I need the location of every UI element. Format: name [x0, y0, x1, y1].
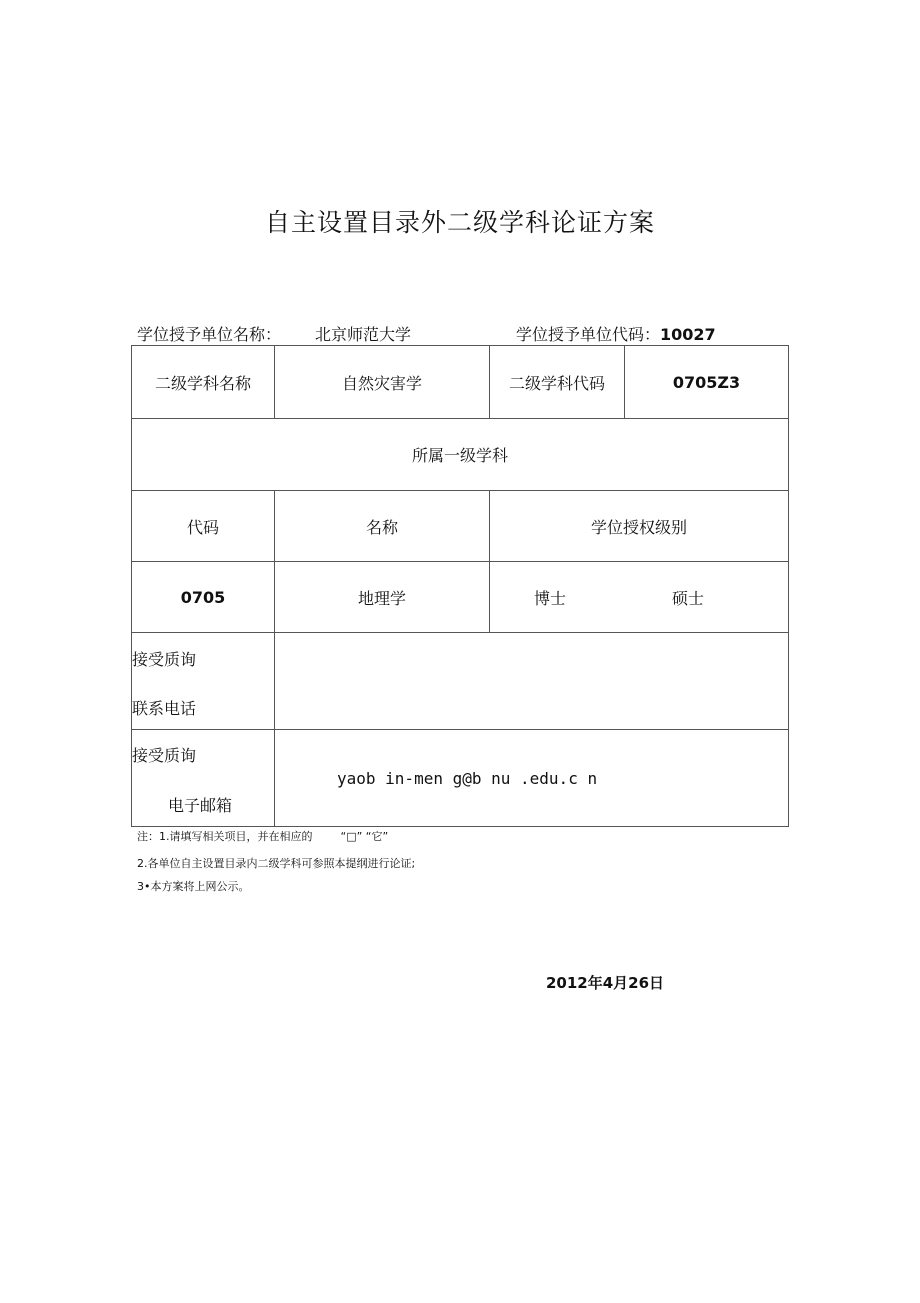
degree-doctor: 博士	[534, 589, 567, 608]
discipline-name: 地理学	[357, 588, 406, 608]
note-3: 3•本方案将上网公示。	[137, 880, 250, 893]
email-label-line2: 电子邮箱	[168, 796, 233, 815]
subject-code-value: 0705Z3	[672, 372, 741, 392]
unit-code-label: 学位授予单位代码：	[516, 325, 661, 344]
table-border-right	[788, 345, 789, 827]
table-line-row5	[131, 729, 789, 730]
degree-master: 硕士	[672, 589, 705, 608]
document-title: 自主设置目录外二级学科论证方案	[264, 208, 655, 237]
email-label-line1: 接受质询	[132, 746, 197, 765]
first-level-header: 所属一级学科	[411, 446, 508, 465]
col-code-header: 代码	[186, 517, 219, 537]
note-2: 2.各单位自主设置目录内二级学科可参照本提纲进行论证;	[137, 857, 416, 870]
phone-label-line2: 联系电话	[132, 699, 197, 718]
phone-value	[275, 633, 788, 729]
unit-code-line	[516, 322, 716, 345]
unit-name-value: 北京师范大学	[315, 325, 412, 344]
note-1-marks: “□” “它”	[340, 830, 389, 843]
unit-name-label: 学位授予单位名称：	[137, 325, 282, 344]
document-date: 2012年4月26日	[546, 974, 665, 992]
note-1	[137, 828, 388, 844]
subject-name-label: 二级学科名称	[154, 373, 251, 393]
discipline-code: 0705	[180, 587, 226, 607]
email-value: yaob in-men g@b nu .edu.c n	[337, 769, 598, 788]
table-border-bottom	[131, 826, 789, 827]
subject-code-label: 二级学科代码	[508, 373, 605, 393]
unit-code-value: 10027	[660, 325, 716, 344]
phone-label-line1: 接受质询	[132, 650, 197, 669]
subject-name-value: 自然灾害学	[341, 373, 422, 393]
note-1-text: 注：1.请填写相关项目，并在相应的	[137, 830, 313, 843]
col-degree-level-header: 学位授权级别	[590, 517, 687, 537]
col-name-header: 名称	[365, 517, 398, 537]
